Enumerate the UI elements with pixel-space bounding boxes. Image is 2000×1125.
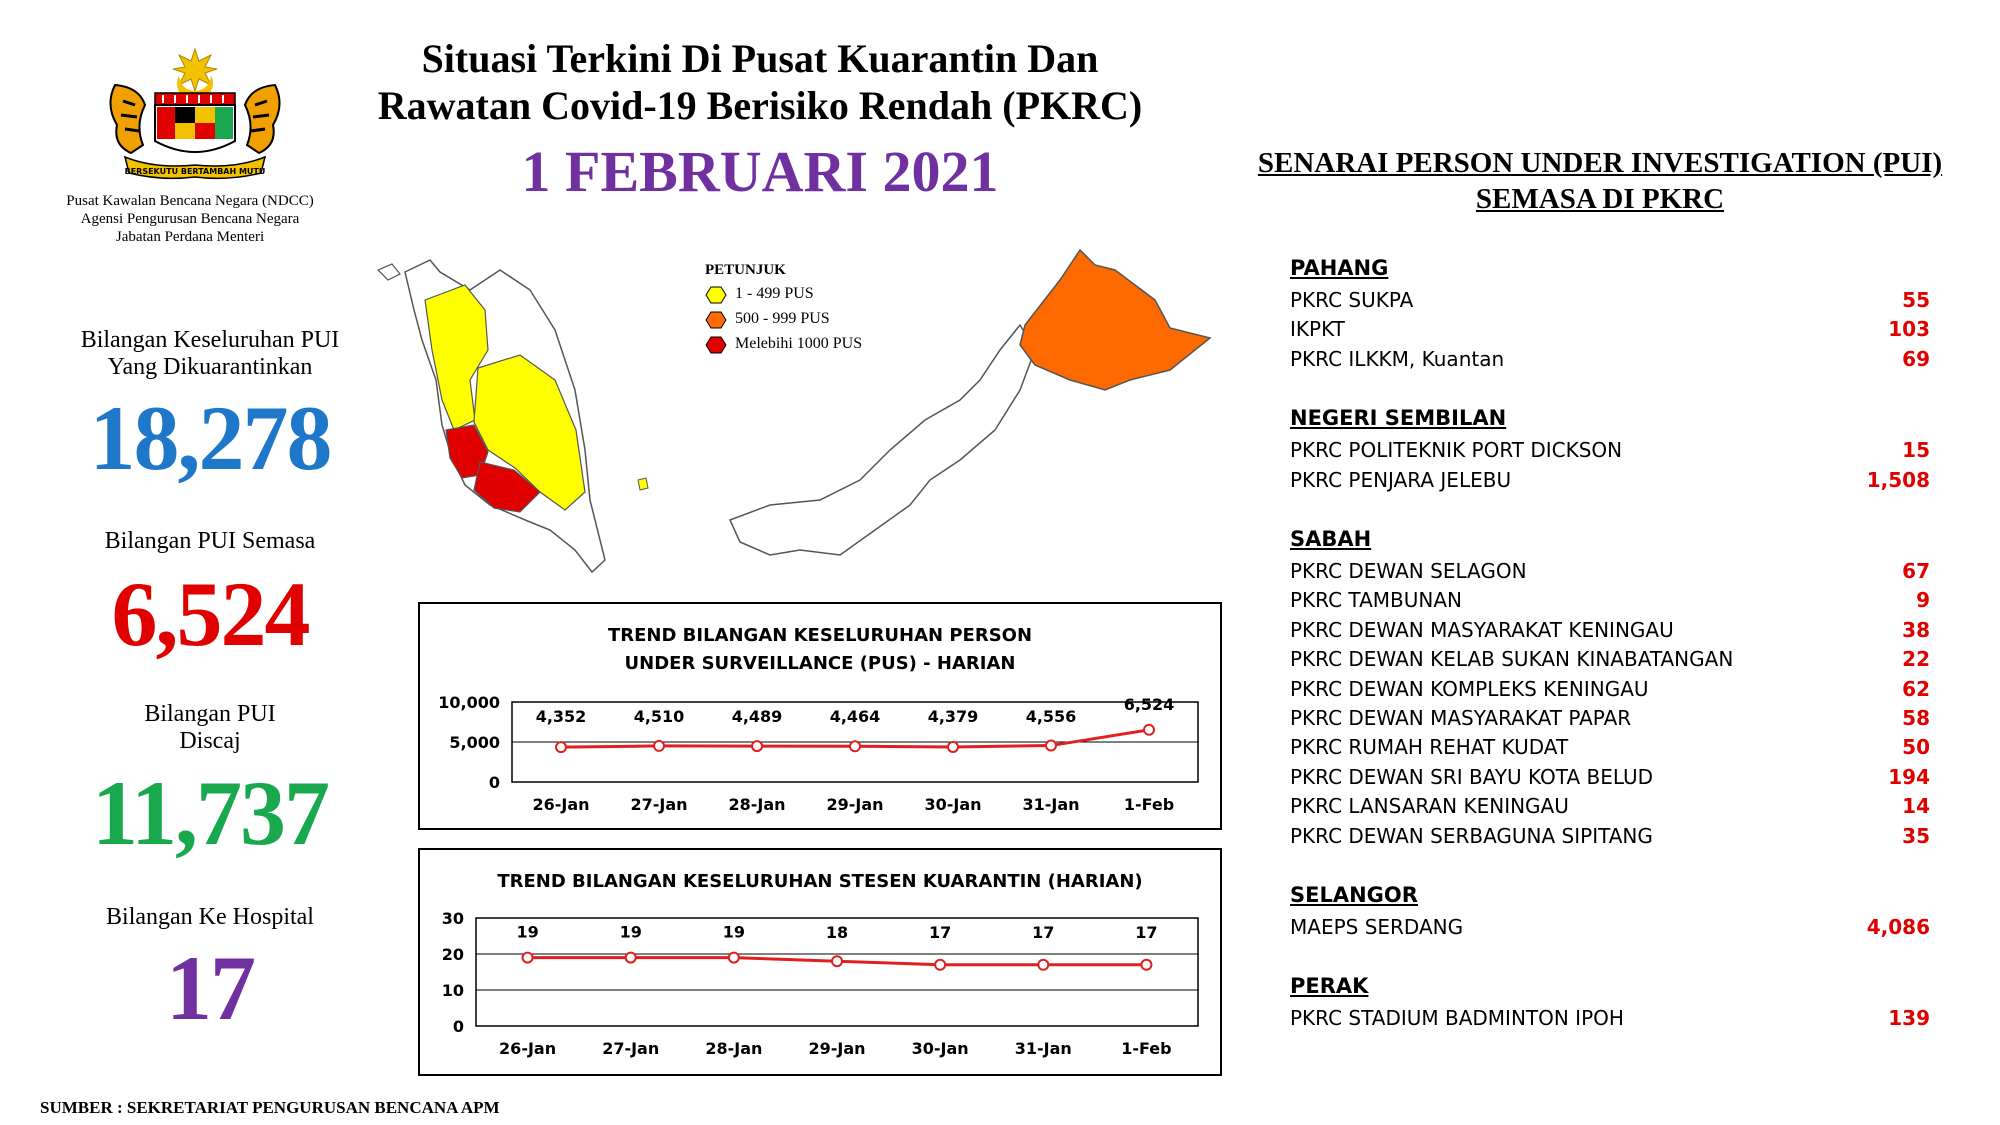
pui-title-line-2: SEMASA DI PKRC bbox=[1475, 183, 1725, 215]
pkrc-name: PKRC DEWAN MASYARAKAT KENINGAU bbox=[1290, 617, 1674, 642]
pus-data-label: 4,352 bbox=[535, 707, 587, 726]
station-data-label: 17 bbox=[1032, 923, 1055, 942]
pkrc-name: PKRC DEWAN KOMPLEKS KENINGAU bbox=[1290, 676, 1649, 701]
pkrc-count: 58 bbox=[1902, 706, 1930, 730]
region-heading: SELANGOR bbox=[1290, 883, 1418, 907]
pkrc-name: PKRC ILKKM, Kuantan bbox=[1290, 346, 1505, 371]
pkrc-count: 14 bbox=[1902, 794, 1930, 819]
station-xtick-label: 31-Jan bbox=[1014, 1039, 1072, 1058]
pkrc-name: PKRC RUMAH REHAT KUDAT bbox=[1290, 735, 1569, 760]
org-line-1: Pusat Kawalan Bencana Negara (NDCC) bbox=[66, 193, 314, 209]
legend-swatch-yellow-icon bbox=[705, 286, 727, 304]
svg-text:BERSEKUTU BERTAMBAH MUTU: BERSEKUTU BERTAMBAH MUTU bbox=[124, 167, 266, 176]
station-data-point bbox=[523, 953, 533, 963]
station-ytick-label: 20 bbox=[441, 945, 464, 964]
station-xtick-label: 1-Feb bbox=[1121, 1039, 1172, 1058]
station-xtick-label: 29-Jan bbox=[808, 1039, 866, 1058]
discharged-pui-value: 11,737 bbox=[92, 762, 328, 864]
legend-swatch-red-icon bbox=[705, 336, 727, 354]
pus-data-point bbox=[556, 742, 566, 752]
region-heading: NEGERI SEMBILAN bbox=[1290, 406, 1507, 431]
source-note: SUMBER : SEKRETARIAT PENGURUSAN BENCANA APM bbox=[40, 1098, 500, 1117]
pus-ytick-label: 0 bbox=[488, 773, 500, 792]
pus-xtick-label: 26-Jan bbox=[532, 795, 590, 814]
pus-data-label: 6,524 bbox=[1123, 694, 1175, 714]
pkrc-count: 50 bbox=[1902, 735, 1930, 760]
region-heading: PERAK bbox=[1290, 974, 1369, 999]
pus-ytick-label: 5,000 bbox=[449, 733, 500, 752]
pus-data-point bbox=[1144, 725, 1154, 735]
pus-trend-chart bbox=[418, 602, 1222, 830]
pkrc-count: 15 bbox=[1902, 438, 1930, 463]
pus-chart-plot bbox=[420, 604, 1220, 828]
map-legend bbox=[705, 262, 885, 360]
station-chart-title: TREND BILANGAN KESELURUHAN STESEN KUARANTIN (HARIAN) bbox=[497, 871, 1143, 892]
pkrc-name: PKRC DEWAN SRI BAYU KOTA BELUD bbox=[1290, 764, 1654, 789]
pkrc-name: PKRC PENJARA JELEBU bbox=[1290, 467, 1512, 492]
pus-data-point bbox=[850, 741, 860, 751]
legend-label-red: Melebihi 1000 PUS bbox=[735, 335, 863, 352]
pkrc-count: 55 bbox=[1902, 288, 1930, 312]
pkrc-name: PKRC STADIUM BADMINTON IPOH bbox=[1290, 1006, 1624, 1031]
total-pui-label-2: Yang Dikuarantinkan bbox=[107, 354, 313, 380]
pus-chart-title: TREND BILANGAN KESELURUHAN PERSON UNDER SURVEILLANCE (PUS) - HARIAN bbox=[607, 625, 1033, 674]
report-date: 1 FEBRUARI 2021 bbox=[521, 139, 999, 204]
legend-swatch-orange-icon bbox=[705, 311, 727, 329]
pkrc-count: 67 bbox=[1902, 559, 1930, 583]
current-pui-label: Bilangan PUI Semasa bbox=[104, 528, 316, 554]
station-xtick-label: 27-Jan bbox=[602, 1039, 660, 1058]
legend-title: PETUNJUK bbox=[705, 262, 786, 278]
station-xtick-label: 28-Jan bbox=[705, 1039, 763, 1058]
station-chart-plot bbox=[420, 850, 1220, 1074]
station-data-label: 19 bbox=[722, 922, 745, 942]
station-data-point bbox=[1141, 960, 1151, 970]
station-data-label: 17 bbox=[929, 923, 952, 942]
pus-xtick-label: 27-Jan bbox=[630, 795, 688, 814]
station-xtick-label: 26-Jan bbox=[499, 1039, 557, 1058]
station-data-point bbox=[626, 953, 636, 963]
coat-of-arms-logo bbox=[95, 45, 295, 185]
pus-xtick-label: 30-Jan bbox=[924, 795, 982, 814]
station-data-point bbox=[1038, 960, 1048, 970]
total-pui-label-1: Bilangan Keseluruhan PUI bbox=[80, 327, 340, 353]
pkrc-name: PKRC POLITEKNIK PORT DICKSON bbox=[1290, 438, 1623, 463]
pkrc-name: PKRC DEWAN SELAGON bbox=[1290, 559, 1527, 583]
station-data-label: 19 bbox=[516, 922, 539, 942]
pus-xtick-label: 1-Feb bbox=[1123, 795, 1175, 814]
station-data-label: 18 bbox=[825, 923, 849, 942]
pkrc-count: 38 bbox=[1902, 617, 1930, 642]
pkrc-count: 62 bbox=[1902, 676, 1930, 701]
pus-data-label: 4,489 bbox=[731, 707, 783, 726]
pkrc-name: IKPKT bbox=[1290, 317, 1345, 342]
pkrc-count: 103 bbox=[1888, 317, 1930, 342]
pus-data-point bbox=[654, 741, 664, 751]
hospital-value: 17 bbox=[166, 937, 254, 1039]
current-pui-value: 6,524 bbox=[111, 563, 309, 665]
org-line-2: Agensi Pengurusan Bencana Negara bbox=[80, 211, 300, 227]
station-data-point bbox=[729, 953, 739, 963]
pkrc-count: 1,508 bbox=[1866, 467, 1930, 492]
pui-list-title bbox=[1220, 145, 1980, 217]
station-data-label: 19 bbox=[619, 922, 642, 942]
pkrc-name: PKRC DEWAN SERBAGUNA SIPITANG bbox=[1290, 823, 1653, 848]
pkrc-count: 194 bbox=[1888, 764, 1930, 789]
region-heading: SABAH bbox=[1290, 527, 1372, 551]
station-ytick-label: 0 bbox=[452, 1017, 464, 1036]
legend-item-orange bbox=[705, 310, 885, 329]
hospital-label: Bilangan Ke Hospital bbox=[106, 904, 314, 930]
pkrc-name: PKRC SUKPA bbox=[1290, 288, 1414, 312]
region-heading: PAHANG bbox=[1290, 256, 1389, 280]
org-line-3: Jabatan Perdana Menteri bbox=[115, 229, 265, 245]
pus-data-label: 4,464 bbox=[829, 707, 881, 726]
pui-title-line-1: SENARAI PERSON UNDER INVESTIGATION (PUI) bbox=[1257, 147, 1943, 179]
pkrc-count: 22 bbox=[1902, 647, 1930, 672]
station-ytick-label: 30 bbox=[441, 909, 464, 928]
station-data-point bbox=[832, 956, 842, 966]
pkrc-name: PKRC LANSARAN KENINGAU bbox=[1290, 794, 1569, 819]
pkrc-count: 9 bbox=[1916, 588, 1930, 613]
pkrc-name: PKRC DEWAN MASYARAKAT PAPAR bbox=[1290, 706, 1632, 730]
page-title-line-2: Rawatan Covid-19 Berisiko Rendah (PKRC) bbox=[377, 83, 1143, 128]
pkrc-count: 69 bbox=[1902, 346, 1930, 371]
discharged-pui-label-1: Bilangan PUI bbox=[144, 701, 276, 727]
legend-label-yellow: 1 - 499 PUS bbox=[735, 285, 814, 302]
pus-data-point bbox=[752, 741, 762, 751]
legend-label-orange: 500 - 999 PUS bbox=[735, 310, 830, 327]
discharged-pui-label-2: Discaj bbox=[179, 728, 241, 754]
pus-data-label: 4,379 bbox=[927, 707, 979, 726]
pkrc-name: MAEPS SERDANG bbox=[1290, 915, 1464, 939]
page-title-line-1: Situasi Terkini Di Pusat Kuarantin Dan bbox=[421, 36, 1099, 81]
pus-data-label: 4,556 bbox=[1025, 707, 1077, 726]
pus-data-point bbox=[1046, 741, 1056, 751]
station-data-label: 17 bbox=[1135, 923, 1158, 942]
station-xtick-label: 30-Jan bbox=[911, 1039, 969, 1058]
pkrc-count: 35 bbox=[1902, 823, 1930, 848]
station-ytick-label: 10 bbox=[441, 981, 464, 1000]
pkrc-count: 139 bbox=[1888, 1006, 1930, 1031]
pkrc-name: PKRC DEWAN KELAB SUKAN KINABATANGAN bbox=[1290, 647, 1734, 672]
station-trend-chart bbox=[418, 848, 1222, 1076]
pus-xtick-label: 29-Jan bbox=[826, 795, 884, 814]
pus-data-label: 4,510 bbox=[633, 707, 685, 726]
pus-xtick-label: 28-Jan bbox=[728, 795, 786, 814]
legend-item-yellow bbox=[705, 285, 885, 304]
pkrc-count: 4,086 bbox=[1866, 915, 1930, 939]
sabah-region bbox=[1020, 250, 1210, 390]
station-data-point bbox=[935, 960, 945, 970]
pkrc-name: PKRC TAMBUNAN bbox=[1290, 588, 1462, 613]
total-pui-value: 18,278 bbox=[89, 387, 331, 489]
legend-item-red bbox=[705, 335, 885, 354]
pus-ytick-label: 10,000 bbox=[438, 693, 500, 712]
pus-xtick-label: 31-Jan bbox=[1022, 795, 1080, 814]
pus-data-point bbox=[948, 742, 958, 752]
